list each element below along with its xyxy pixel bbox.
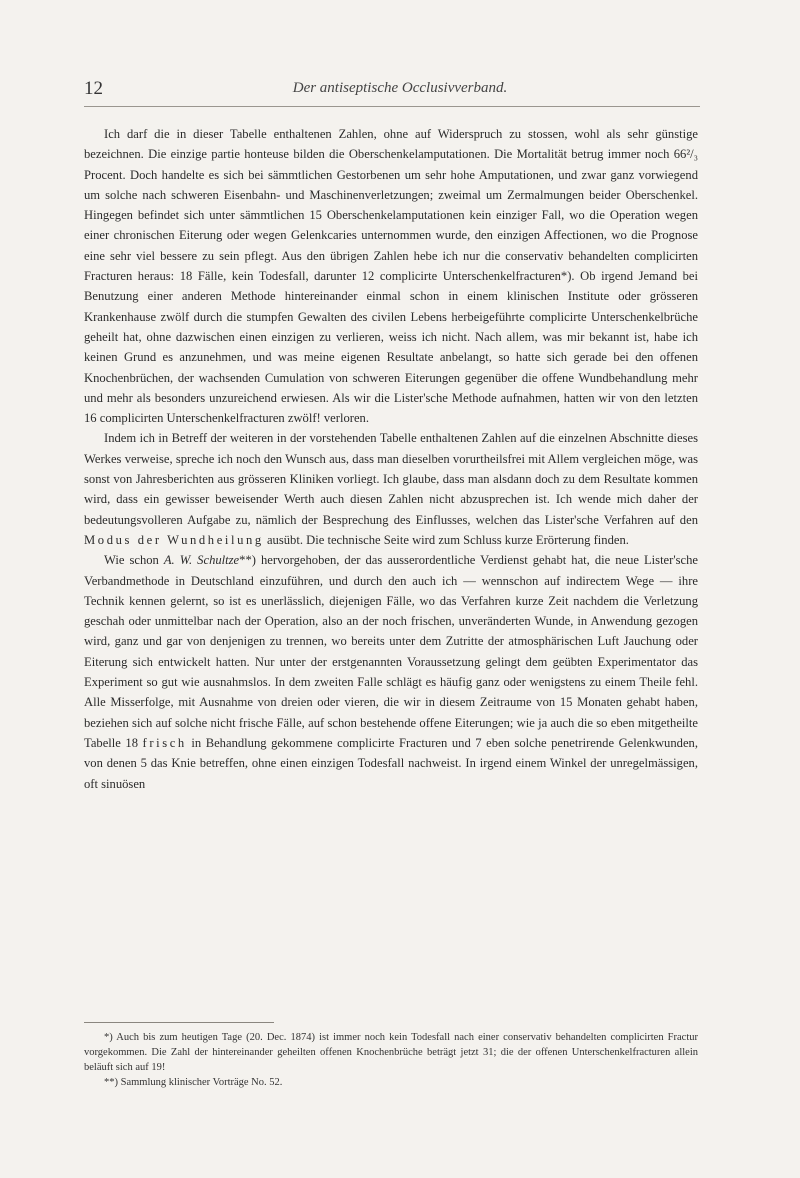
emphasis-spaced-modus: Modus der Wundheilung (84, 532, 264, 547)
footnote-2: **) Sammlung klinischer Vorträge No. 52. (104, 1077, 283, 1088)
paragraph-2-text-b: ausübt. Die technische Seite wird zum Schluss kurze Erörterung finden. (263, 532, 629, 547)
paragraph-2 (84, 428, 698, 550)
running-head: Der antiseptische Occlusivverband. (292, 80, 508, 96)
emphasis-spaced-frisch: frisch (142, 735, 187, 750)
paragraph-3 (84, 550, 698, 794)
paragraph-3-text-a: Wie schon (104, 553, 164, 568)
page-number: 12 (84, 78, 103, 99)
paragraph-3-text-b: **) hervorgehoben, der das ausserordentliche Verdienst gehabt hat, die neue Lister'sche Verbandmethode in Deutschland einzuführen, und durch den auch ich — wennschon auf indirectem Wege — ihre Technik kennen gelernt, so ist es unerlässlich, diejenigen Fälle, wo das Verfahren kurze Zeit nachdem die Verletzung geschah oder unmittelbar nach der Operation, also an der noch frischen, unveränderten Wunde, in Anwendung gezogen wird, ganz und gar von denjenigen zu trennen, wo bereits unter dem Zutritte der atmosphärischen Luft Jauchung oder Eiterung sich entwickelt hatten. Nur unter der erstgenannten Voraussetzung gelingt dem geübten Experimentator das Experiment so gut wie ausnahmslos. In dem zweiten Falle schlägt es häufig ganz oder wenigstens zu einem Theile fehl. Alle Misserfolge, mit Ausnahme von dreien oder vieren, die wir in diesem Zeitraume von 15 Monaten gehabt haben, beziehen sich auf solche nicht frische Fälle, auf schon bestehende offene Eiterungen; wie ja auch die so eben mitgetheilte Tabelle 18 (84, 553, 698, 750)
footnote-separator (84, 1022, 274, 1023)
paragraph-1: Ich darf die in dieser Tabelle enthaltenen Zahlen, ohne auf Widerspruch zu stossen, wohl als sehr günstige bezeichnen. Die einzige partie honteuse bilden die Oberschenkelamputationen. Die Mortalität betrug immer noch 66²/₃ Procent. Doch handelte es sich bei sämmtlichen Gestorbenen um sehr hohe Amputationen, und zwar ganz vorwiegend um solche nach schweren Eisenbahn- und Maschinenverletzungen; zweimal um Zermalmungen beider Oberschenkel. Hingegen befindet sich unter sämmtlichen 15 Oberschenkelamputationen kein einziger Fall, wo die Operation wegen einer chronischen Eiterung oder wegen Gelenkcaries unternommen wurde, den einzigen Affectionen, wo die Prognose eine sehr viel bessere zu sein pflegt. Aus den übrigen Zahlen hebe ich nur die conservativ behandelten complicirten Fracturen heraus: 18 Fälle, kein Todesfall, darunter 12 complicirte Unterschenkelfracturen*). Ob irgend Jemand bei Benutzung einer anderen Methode hintereinander einmal schon in einem klinischen Institute oder grösseren Krankenhause zwölf durch die stumpfen Gewalten des civilen Lebens herbeigeführte complicirte Unterschenkelbrüche geheilt hat, ohne dazwischen einen einzigen zu verlieren, weiss ich nicht. Nach allem, was mir bekannt ist, habe ich keinen Grund es anzunehmen, und was meine eigenen Resultate anbelangt, so hatte sich gerade bei den offenen Knochenbrüchen, der wachsenden Cumulation von schweren Eiterungen gegenüber die offene Wundbehandlung mehr und mehr als besonders unzureichend erwiesen. Als wir die Lister'sche Methode aufnahmen, hatten wir von den letzten 16 complicirten Unterschenkelfracturen zwölf! verloren. (84, 127, 698, 426)
page-header (0, 78, 800, 108)
body-text (84, 124, 698, 794)
header-rule (84, 106, 700, 107)
paragraph-3-text-c: in Behandlung gekommene complicirte Fracturen und 7 eben solche penetrirende Gelenkwunden, von denen 5 das Knie betreffen, ohne einen einzigen Todesfall nachweist. In irgend einem Winkel der unregelmässigen, oft sinuösen (84, 735, 698, 791)
paragraph-2-text-a: Indem ich in Betreff der weiteren in der vorstehenden Tabelle enthaltenen Zahlen auf die einzelnen Abschnitte dieses Werkes verweise, spreche ich noch den Wunsch aus, dass man dieselben vorurtheilsfrei mit Allem vergleichen möge, was sonst von Jahresberichten aus grösseren Kliniken vorliegt. Ich glaube, dass man alsdann doch zu dem Resultate kommen wird, dass ein gewisser beweisender Werth auch diesen Zahlen nicht abzusprechen ist. Ich wende mich daher der bedeutungsvolleren Aufgabe zu, nämlich der Besprechung des Einflusses, welchen das Lister'sche Verfahren auf den (84, 431, 698, 527)
author-name: A. W. Schultze (163, 553, 240, 568)
footnotes (84, 1030, 698, 1090)
footnote-1: *) Auch bis zum heutigen Tage (20. Dec. 1874) ist immer noch kein Todesfall nach einer conservativ behandelten complicirten Fractur vorgekommen. Die Zahl der hintereinander geheilten offenen Knochenbrüche beträgt jetzt 31; die der offenen Unterschenkelfracturen allein beläuft sich auf 19! (84, 1032, 698, 1073)
